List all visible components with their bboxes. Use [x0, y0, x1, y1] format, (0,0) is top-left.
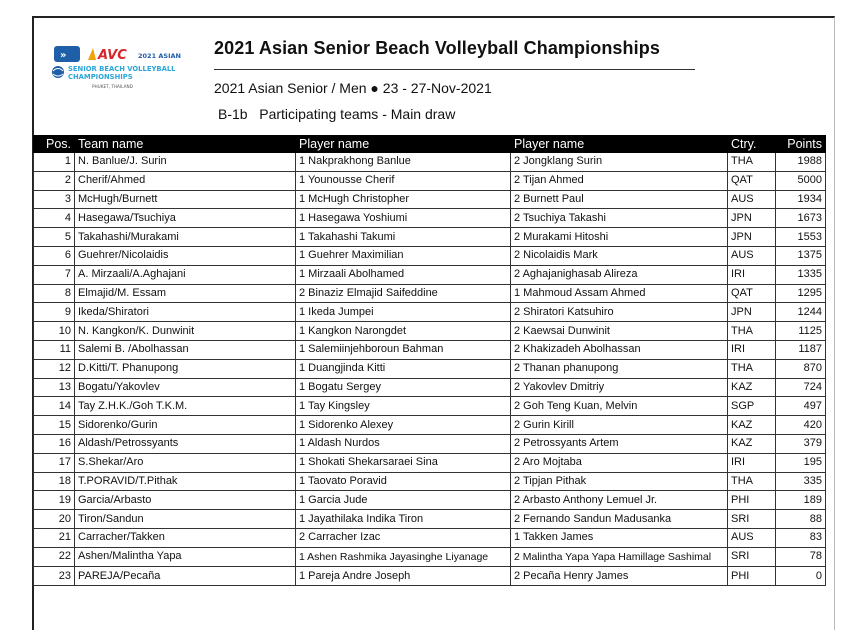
table-row	[34, 528, 826, 547]
row-player-1: 1 Garcia Jude	[296, 491, 511, 510]
row-player-1: 1 Taovato Poravid	[296, 472, 511, 491]
row-player-2: 2 Petrossyants Artem	[511, 434, 728, 453]
row-points: 189	[776, 491, 826, 510]
row-points: 870	[776, 359, 826, 378]
table-row	[34, 303, 826, 322]
row-position: 13	[34, 378, 75, 397]
row-player-1: 1 Tay Kingsley	[296, 397, 511, 416]
row-team-name: Carracher/Takken	[75, 528, 296, 547]
row-position: 18	[34, 472, 75, 491]
row-position: 15	[34, 416, 75, 435]
row-position: 16	[34, 434, 75, 453]
row-points: 1673	[776, 209, 826, 228]
row-player-1: 1 Kangkon Narongdet	[296, 322, 511, 341]
report-name: Participating teams - Main draw	[259, 106, 456, 122]
row-points: 379	[776, 434, 826, 453]
row-points: 1335	[776, 265, 826, 284]
table-row	[34, 434, 826, 453]
row-team-name: A. Mirzaali/A.Aghajani	[75, 265, 296, 284]
col-header-player2: Player name	[511, 136, 728, 153]
logo-line2: CHAMPIONSHIPS	[68, 73, 133, 81]
row-team-name: Hasegawa/Tsuchiya	[75, 209, 296, 228]
table-row	[34, 322, 826, 341]
row-country: KAZ	[728, 378, 776, 397]
logo-line1: SENIOR BEACH VOLLEYBALL	[68, 65, 176, 73]
logo-badge	[54, 46, 80, 62]
row-player-2: 2 Malintha Yapa Yapa Hamillage Sashimal	[511, 547, 728, 567]
row-team-name: Takahashi/Murakami	[75, 228, 296, 247]
table-row	[34, 340, 826, 359]
row-country: AUS	[728, 190, 776, 209]
row-country: SRI	[728, 510, 776, 529]
row-country: QAT	[728, 284, 776, 303]
row-team-name: N. Banlue/J. Surin	[75, 153, 296, 172]
col-header-points: Points	[776, 136, 826, 153]
row-player-2: 2 Goh Teng Kuan, Melvin	[511, 397, 728, 416]
row-player-1: 1 Mirzaali Abolhamed	[296, 265, 511, 284]
table-row	[34, 284, 826, 303]
row-player-2: 2 Aro Mojtaba	[511, 453, 728, 472]
row-position: 8	[34, 284, 75, 303]
row-points: 420	[776, 416, 826, 435]
row-team-name: Tiron/Sandun	[75, 510, 296, 529]
row-team-name: Ashen/Malintha Yapa	[75, 547, 296, 567]
row-position: 2	[34, 171, 75, 190]
row-country: THA	[728, 322, 776, 341]
table-row	[34, 378, 826, 397]
row-team-name: T.PORAVID/T.Pithak	[75, 472, 296, 491]
table-header-row	[34, 136, 826, 153]
logo-badge-mark: »	[60, 50, 67, 61]
report-title	[218, 106, 455, 122]
row-team-name: Garcia/Arbasto	[75, 491, 296, 510]
table-row	[34, 228, 826, 247]
row-country: JPN	[728, 303, 776, 322]
row-player-2: 1 Mahmoud Assam Ahmed	[511, 284, 728, 303]
row-player-2: 2 Gurin Kirill	[511, 416, 728, 435]
row-country: SGP	[728, 397, 776, 416]
row-points: 497	[776, 397, 826, 416]
participants-table	[33, 135, 826, 586]
row-team-name: N. Kangkon/K. Dunwinit	[75, 322, 296, 341]
row-country: IRI	[728, 453, 776, 472]
col-header-player1: Player name	[296, 136, 511, 153]
row-team-name: S.Shekar/Aro	[75, 453, 296, 472]
table-row	[34, 567, 826, 586]
row-position: 19	[34, 491, 75, 510]
row-team-name: McHugh/Burnett	[75, 190, 296, 209]
row-points: 1553	[776, 228, 826, 247]
row-position: 17	[34, 453, 75, 472]
row-position: 5	[34, 228, 75, 247]
row-country: PHI	[728, 491, 776, 510]
col-header-pos: Pos.	[34, 136, 75, 153]
row-player-1: 2 Carracher Izac	[296, 528, 511, 547]
row-points: 1125	[776, 322, 826, 341]
row-country: THA	[728, 359, 776, 378]
row-player-1: 1 Hasegawa Yoshiumi	[296, 209, 511, 228]
row-team-name: Cherif/Ahmed	[75, 171, 296, 190]
row-player-1: 1 Ashen Rashmika Jayasinghe Liyanage	[296, 547, 511, 567]
logo-avc-text: AVC	[98, 48, 127, 63]
row-team-name: Tay Z.H.K./Goh T.K.M.	[75, 397, 296, 416]
row-country: KAZ	[728, 416, 776, 435]
table-row	[34, 171, 826, 190]
row-position: 9	[34, 303, 75, 322]
row-player-2: 1 Takken James	[511, 528, 728, 547]
row-points: 78	[776, 547, 826, 567]
row-position: 11	[34, 340, 75, 359]
row-country: PHI	[728, 567, 776, 586]
table-row	[34, 397, 826, 416]
logo-flame-icon	[88, 48, 96, 60]
row-player-2: 2 Nicolaidis Mark	[511, 246, 728, 265]
row-team-name: Bogatu/Yakovlev	[75, 378, 296, 397]
row-player-2: 2 Khakizadeh Abolhassan	[511, 340, 728, 359]
logo-line3: PHUKET, THAILAND	[92, 84, 133, 89]
row-player-2: 2 Jongklang Surin	[511, 153, 728, 172]
row-player-1: 1 Jayathilaka Indika Tiron	[296, 510, 511, 529]
row-player-1: 1 Aldash Nurdos	[296, 434, 511, 453]
row-team-name: Elmajid/M. Essam	[75, 284, 296, 303]
col-header-team: Team name	[75, 136, 296, 153]
row-points: 1375	[776, 246, 826, 265]
row-position: 3	[34, 190, 75, 209]
row-country: THA	[728, 472, 776, 491]
logo-year-text: 2021 ASIAN	[138, 52, 181, 60]
row-position: 10	[34, 322, 75, 341]
row-player-1: 1 McHugh Christopher	[296, 190, 511, 209]
row-player-2: 2 Tsuchiya Takashi	[511, 209, 728, 228]
row-player-1: 1 Sidorenko Alexey	[296, 416, 511, 435]
row-position: 21	[34, 528, 75, 547]
row-player-2: 2 Pecaña Henry James	[511, 567, 728, 586]
row-team-name: D.Kitti/T. Phanupong	[75, 359, 296, 378]
row-player-1: 1 Duangjinda Kitti	[296, 359, 511, 378]
col-header-country: Ctry.	[728, 136, 776, 153]
row-points: 1988	[776, 153, 826, 172]
row-position: 23	[34, 567, 75, 586]
row-points: 88	[776, 510, 826, 529]
row-points: 0	[776, 567, 826, 586]
table-row	[34, 153, 826, 172]
row-country: SRI	[728, 547, 776, 567]
row-player-2: 2 Shiratori Katsuhiro	[511, 303, 728, 322]
row-player-2: 2 Tijan Ahmed	[511, 171, 728, 190]
row-team-name: Guehrer/Nicolaidis	[75, 246, 296, 265]
row-player-2: 2 Thanan phanupong	[511, 359, 728, 378]
row-position: 7	[34, 265, 75, 284]
row-team-name: Sidorenko/Gurin	[75, 416, 296, 435]
table-row	[34, 416, 826, 435]
row-player-1: 1 Bogatu Sergey	[296, 378, 511, 397]
row-points: 5000	[776, 171, 826, 190]
row-player-2: 2 Murakami Hitoshi	[511, 228, 728, 247]
row-position: 6	[34, 246, 75, 265]
table-row	[34, 265, 826, 284]
row-player-2: 2 Yakovlev Dmitriy	[511, 378, 728, 397]
row-player-1: 1 Nakprakhong Banlue	[296, 153, 511, 172]
row-country: AUS	[728, 246, 776, 265]
row-team-name: Ikeda/Shiratori	[75, 303, 296, 322]
row-points: 83	[776, 528, 826, 547]
row-country: JPN	[728, 228, 776, 247]
row-player-1: 1 Takahashi Takumi	[296, 228, 511, 247]
table-row	[34, 547, 826, 567]
row-player-2: 2 Burnett Paul	[511, 190, 728, 209]
row-country: JPN	[728, 209, 776, 228]
row-country: QAT	[728, 171, 776, 190]
table-row	[34, 510, 826, 529]
report-code: B-1b	[218, 106, 248, 122]
row-player-2: 2 Fernando Sandun Madusanka	[511, 510, 728, 529]
row-player-2: 2 Arbasto Anthony Lemuel Jr.	[511, 491, 728, 510]
table-row	[34, 190, 826, 209]
row-points: 195	[776, 453, 826, 472]
row-position: 22	[34, 547, 75, 567]
championship-logo	[48, 44, 198, 96]
table-row	[34, 209, 826, 228]
row-position: 20	[34, 510, 75, 529]
table-row	[34, 472, 826, 491]
row-position: 14	[34, 397, 75, 416]
table-row	[34, 246, 826, 265]
row-position: 12	[34, 359, 75, 378]
row-player-1: 1 Shokati Shekarsaraei Sina	[296, 453, 511, 472]
title-divider	[214, 69, 695, 70]
row-player-1: 1 Pareja Andre Joseph	[296, 567, 511, 586]
row-points: 1934	[776, 190, 826, 209]
row-points: 1244	[776, 303, 826, 322]
row-position: 4	[34, 209, 75, 228]
row-points: 335	[776, 472, 826, 491]
row-country: IRI	[728, 265, 776, 284]
row-points: 724	[776, 378, 826, 397]
row-player-2: 2 Tipjan Pithak	[511, 472, 728, 491]
row-team-name: Aldash/Petrossyants	[75, 434, 296, 453]
row-team-name: Salemi B. /Abolhassan	[75, 340, 296, 359]
row-points: 1187	[776, 340, 826, 359]
row-player-1: 1 Guehrer Maximilian	[296, 246, 511, 265]
table-row	[34, 359, 826, 378]
event-subtitle: 2021 Asian Senior / Men ● 23 - 27-Nov-2021	[214, 80, 492, 96]
row-team-name: PAREJA/Pecaña	[75, 567, 296, 586]
row-player-2: 2 Aghajanighasab Alireza	[511, 265, 728, 284]
row-country: AUS	[728, 528, 776, 547]
table-row	[34, 491, 826, 510]
row-player-1: 1 Ikeda Jumpei	[296, 303, 511, 322]
row-country: THA	[728, 153, 776, 172]
row-country: IRI	[728, 340, 776, 359]
row-country: KAZ	[728, 434, 776, 453]
row-points: 1295	[776, 284, 826, 303]
row-player-1: 2 Binaziz Elmajid Saifeddine	[296, 284, 511, 303]
table-row	[34, 453, 826, 472]
row-position: 1	[34, 153, 75, 172]
page-title: 2021 Asian Senior Beach Volleyball Championships	[214, 38, 660, 58]
row-player-1: 1 Younousse Cherif	[296, 171, 511, 190]
row-player-1: 1 Salemiinjehboroun Bahman	[296, 340, 511, 359]
row-player-2: 2 Kaewsai Dunwinit	[511, 322, 728, 341]
